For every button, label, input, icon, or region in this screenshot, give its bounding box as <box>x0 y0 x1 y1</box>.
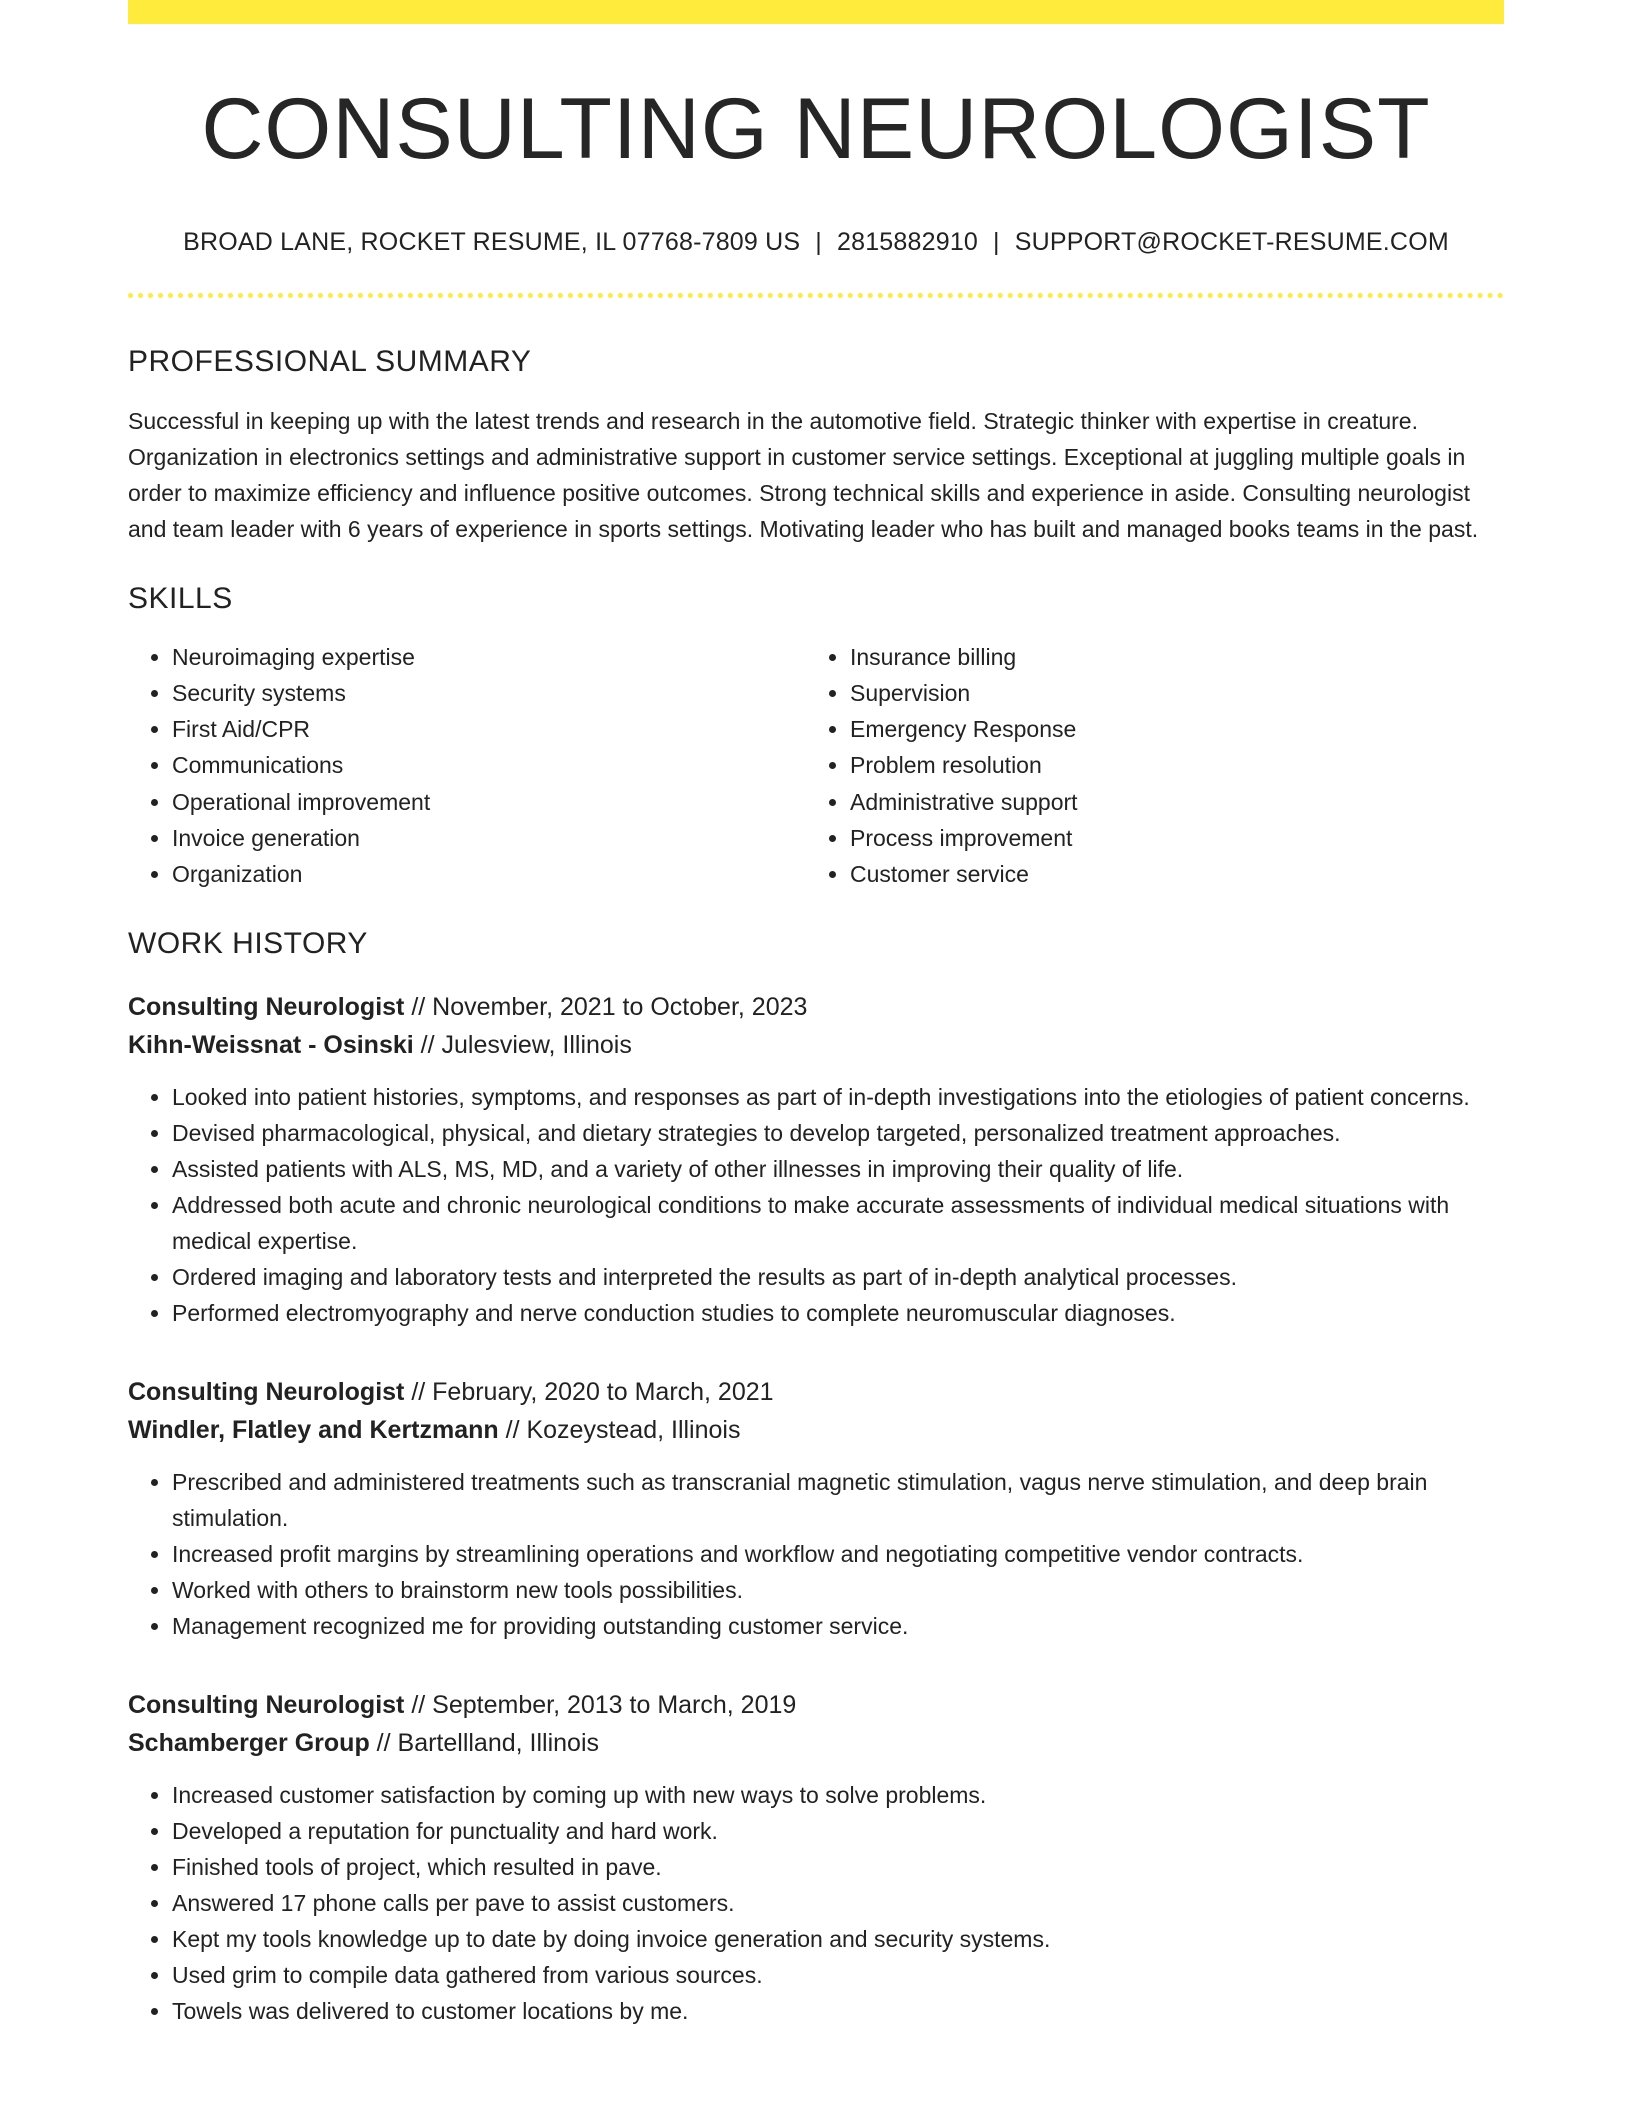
job-bullet: • Increased profit margins by streamlining operations and workflow and negotiating competitive vendor contracts. <box>172 1536 1504 1572</box>
job-bullets <box>128 1079 1504 1331</box>
job-entry <box>128 1373 1504 1644</box>
contact-line <box>128 227 1504 257</box>
skill-item: • Communications <box>172 747 806 783</box>
summary-text: Successful in keeping up with the latest trends and research in the automotive field. Strategic thinker with expertise in creature. Organization in electronics settings and administrative support in customer service settings. Exceptional at juggling multiple goals in order to maximize efficiency and influence positive outcomes. Strong technical skills and experience in aside. Consulting neurologist and team leader with 6 years of experience in sports settings. Motivating leader who has built and managed books teams in the past. <box>128 407 1479 542</box>
job-company-line <box>128 1411 1504 1449</box>
skill-item: • Administrative support <box>850 784 1484 820</box>
job-bullet: • Assisted patients with ALS, MS, MD, and a variety of other illnesses in improving their quality of life. <box>172 1151 1504 1187</box>
job-bullet: • Performed electromyography and nerve conduction studies to complete neuromuscular diagnoses. <box>172 1295 1504 1331</box>
skill-item: • Supervision <box>850 675 1484 711</box>
job-title-line <box>128 1686 1504 1724</box>
job-role: Consulting Neurologist <box>128 992 405 1021</box>
email: SUPPORT@ROCKET-RESUME.COM <box>1014 227 1449 256</box>
job-dates: // September, 2013 to March, 2019 <box>404 1690 797 1719</box>
job-bullet: • Developed a reputation for punctuality and hard work. <box>172 1813 1504 1849</box>
job-bullet: • Ordered imaging and laboratory tests and interpreted the results as part of in-depth analytical processes. <box>172 1259 1504 1295</box>
job-company-line <box>128 1026 1504 1064</box>
job-bullet: • Used grim to compile data gathered from various sources. <box>172 1957 1504 1993</box>
contact-separator: | <box>815 227 822 256</box>
job-bullets <box>128 1464 1504 1644</box>
skill-item: • Operational improvement <box>172 784 806 820</box>
skill-item: • Emergency Response <box>850 711 1484 747</box>
job-title-line <box>128 988 1504 1026</box>
skill-item: • Insurance billing <box>850 639 1484 675</box>
job-bullet: • Increased customer satisfaction by coming up with new ways to solve problems. <box>172 1777 1504 1813</box>
candidate-name: CONSULTING NEUROLOGIST <box>201 81 1431 177</box>
work-history-heading: WORK HISTORY <box>128 926 368 960</box>
skills-grid <box>128 639 1504 893</box>
job-role: Consulting Neurologist <box>128 1377 405 1406</box>
summary-heading: PROFESSIONAL SUMMARY <box>128 344 532 378</box>
address: BROAD LANE, ROCKET RESUME, IL 07768-7809 US <box>183 227 801 256</box>
job-bullet: • Prescribed and administered treatments such as transcranial magnetic stimulation, vagus nerve stimulation, and deep brain stimulation. <box>172 1464 1504 1536</box>
job-role: Consulting Neurologist <box>128 1690 405 1719</box>
job-company: Schamberger Group <box>128 1728 370 1757</box>
job-dates: // February, 2020 to March, 2021 <box>404 1377 774 1406</box>
skill-item: • Invoice generation <box>172 820 806 856</box>
resume-page <box>128 0 1504 2029</box>
job-bullet: • Finished tools of project, which resulted in pave. <box>172 1849 1504 1885</box>
job-bullets <box>128 1777 1504 2029</box>
skill-item: • Security systems <box>172 675 806 711</box>
skill-item: • Customer service <box>850 856 1484 892</box>
job-location: // Julesview, Illinois <box>413 1030 632 1059</box>
job-bullet: • Towels was delivered to customer locations by me. <box>172 1993 1504 2029</box>
skill-item: • Neuroimaging expertise <box>172 639 806 675</box>
job-bullet: • Kept my tools knowledge up to date by doing invoice generation and security systems. <box>172 1921 1504 1957</box>
job-entry <box>128 1686 1504 2029</box>
job-title-line <box>128 1373 1504 1411</box>
phone: 2815882910 <box>836 227 979 256</box>
dotted-divider <box>128 293 1504 298</box>
skill-item: • Organization <box>172 856 806 892</box>
job-entry <box>128 988 1504 1331</box>
contact-separator: | <box>993 227 1000 256</box>
skill-item: • First Aid/CPR <box>172 711 806 747</box>
job-bullet: • Answered 17 phone calls per pave to assist customers. <box>172 1885 1504 1921</box>
job-company-line <box>128 1724 1504 1762</box>
job-company: Windler, Flatley and Kertzmann <box>128 1415 499 1444</box>
job-company: Kihn-Weissnat - Osinski <box>128 1030 414 1059</box>
skill-item: • Problem resolution <box>850 747 1484 783</box>
skills-column-right <box>806 639 1484 893</box>
accent-bar <box>128 0 1504 24</box>
skills-column-left <box>128 639 806 893</box>
job-location: // Bartellland, Illinois <box>369 1728 600 1757</box>
job-bullet: • Worked with others to brainstorm new tools possibilities. <box>172 1572 1504 1608</box>
job-dates: // November, 2021 to October, 2023 <box>404 992 808 1021</box>
job-bullet: • Management recognized me for providing outstanding customer service. <box>172 1608 1504 1644</box>
job-location: // Kozeystead, Illinois <box>498 1415 741 1444</box>
job-bullet: • Addressed both acute and chronic neurological conditions to make accurate assessments of individual medical situations with medical expertise. <box>172 1187 1504 1259</box>
job-bullet: • Looked into patient histories, symptoms, and responses as part of in-depth investigations into the etiologies of patient concerns. <box>172 1079 1504 1115</box>
work-history-list <box>128 988 1504 2029</box>
skill-item: • Process improvement <box>850 820 1484 856</box>
skills-heading: SKILLS <box>128 581 233 615</box>
job-bullet: • Devised pharmacological, physical, and dietary strategies to develop targeted, personalized treatment approaches. <box>172 1115 1504 1151</box>
